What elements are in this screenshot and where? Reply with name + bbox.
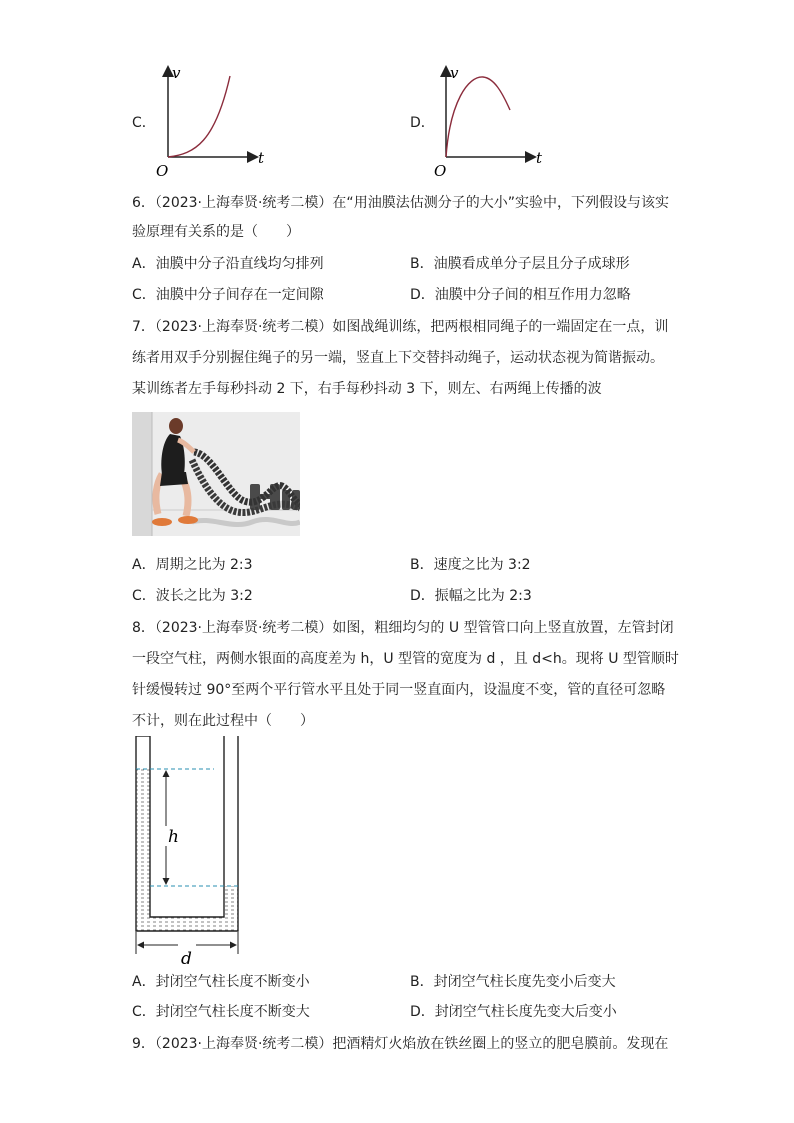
graph-d-curve — [446, 77, 510, 157]
q8-stem-line3: 针缓慢转过 90°至两个平行管水平且处于同一竖直面内，设温度不变，管的直径可忽略 — [132, 682, 666, 698]
graph-c-curve — [168, 76, 230, 157]
graph-d-x-label: t — [536, 149, 543, 167]
q7-stem-line2: 练者用双手分别握住绳子的另一端，竖直上下交替抖动绳子，运动状态视为简谐振动。 — [132, 350, 664, 366]
q8-option-a[interactable]: A．封闭空气柱长度不断变小 — [132, 974, 310, 990]
q7-option-a[interactable]: A．周期之比为 2:3 — [132, 557, 253, 573]
q8-stem-line1: 8．（2023·上海奉贤·统考二模）如图，粗细均匀的 U 型管管口向上竖直放置，左管封闭 — [132, 620, 674, 636]
graph-c-y-label: v — [172, 64, 181, 82]
q8-stem-line2: 一段空气柱，两侧水银面的高度差为 h，U 型管的宽度为 d ，且 d<h。现将 U 型管顺时 — [132, 651, 679, 667]
q9-stem-line1: 9．（2023·上海奉贤·统考二模）把酒精灯火焰放在铁丝圈上的竖立的肥皂膜前。发现在 — [132, 1036, 669, 1052]
u-tube-h-label: h — [168, 827, 179, 847]
q6-stem-line2: 验原理有关系的是（ ） — [132, 224, 300, 240]
q6-option-a[interactable]: A．油膜中分子沿直线均匀排列 — [132, 256, 324, 272]
q8-option-b[interactable]: B．封闭空气柱长度先变小后变大 — [410, 974, 616, 990]
q8-stem-line4: 不计，则在此过程中（ ） — [132, 713, 314, 729]
battle-rope-training-illustration — [132, 412, 300, 536]
u-tube-diagram — [128, 736, 244, 968]
graph-c-origin-label: O — [156, 162, 169, 180]
graph-c-velocity-time — [150, 62, 270, 180]
q7-stem-line1: 7．（2023·上海奉贤·统考二模）如图战绳训练，把两根相同绳子的一端固定在一点，训 — [132, 319, 669, 335]
graph-c-x-label: t — [258, 149, 265, 167]
graph-d-origin-label: O — [434, 162, 447, 180]
q6-option-b[interactable]: B．油膜看成单分子层且分子成球形 — [410, 256, 630, 272]
graph-d-velocity-time — [428, 62, 548, 180]
q7-option-d[interactable]: D．振幅之比为 2:3 — [410, 588, 532, 604]
q7-stem-line3: 某训练者左手每秒抖动 2 下，右手每秒抖动 3 下，则左、右两绳上传播的波 — [132, 381, 602, 397]
q8-option-c[interactable]: C．封闭空气柱长度不断变大 — [132, 1004, 310, 1020]
q6-stem-line1: 6．（2023·上海奉贤·统考二模）在“用油膜法估测分子的大小”实验中，下列假设与该实 — [132, 195, 669, 211]
graph-c-label: C． — [132, 115, 156, 131]
q8-option-d[interactable]: D．封闭空气柱长度先变大后变小 — [410, 1004, 617, 1020]
q6-option-c[interactable]: C．油膜中分子间存在一定间隙 — [132, 287, 324, 303]
q7-option-c[interactable]: C．波长之比为 3:2 — [132, 588, 253, 604]
q6-option-d[interactable]: D．油膜中分子间的相互作用力忽略 — [410, 287, 631, 303]
q7-option-b[interactable]: B．速度之比为 3:2 — [410, 557, 531, 573]
graph-d-y-label: v — [450, 64, 459, 82]
graph-d-label: D． — [410, 115, 435, 131]
u-tube-d-label: d — [181, 949, 192, 968]
